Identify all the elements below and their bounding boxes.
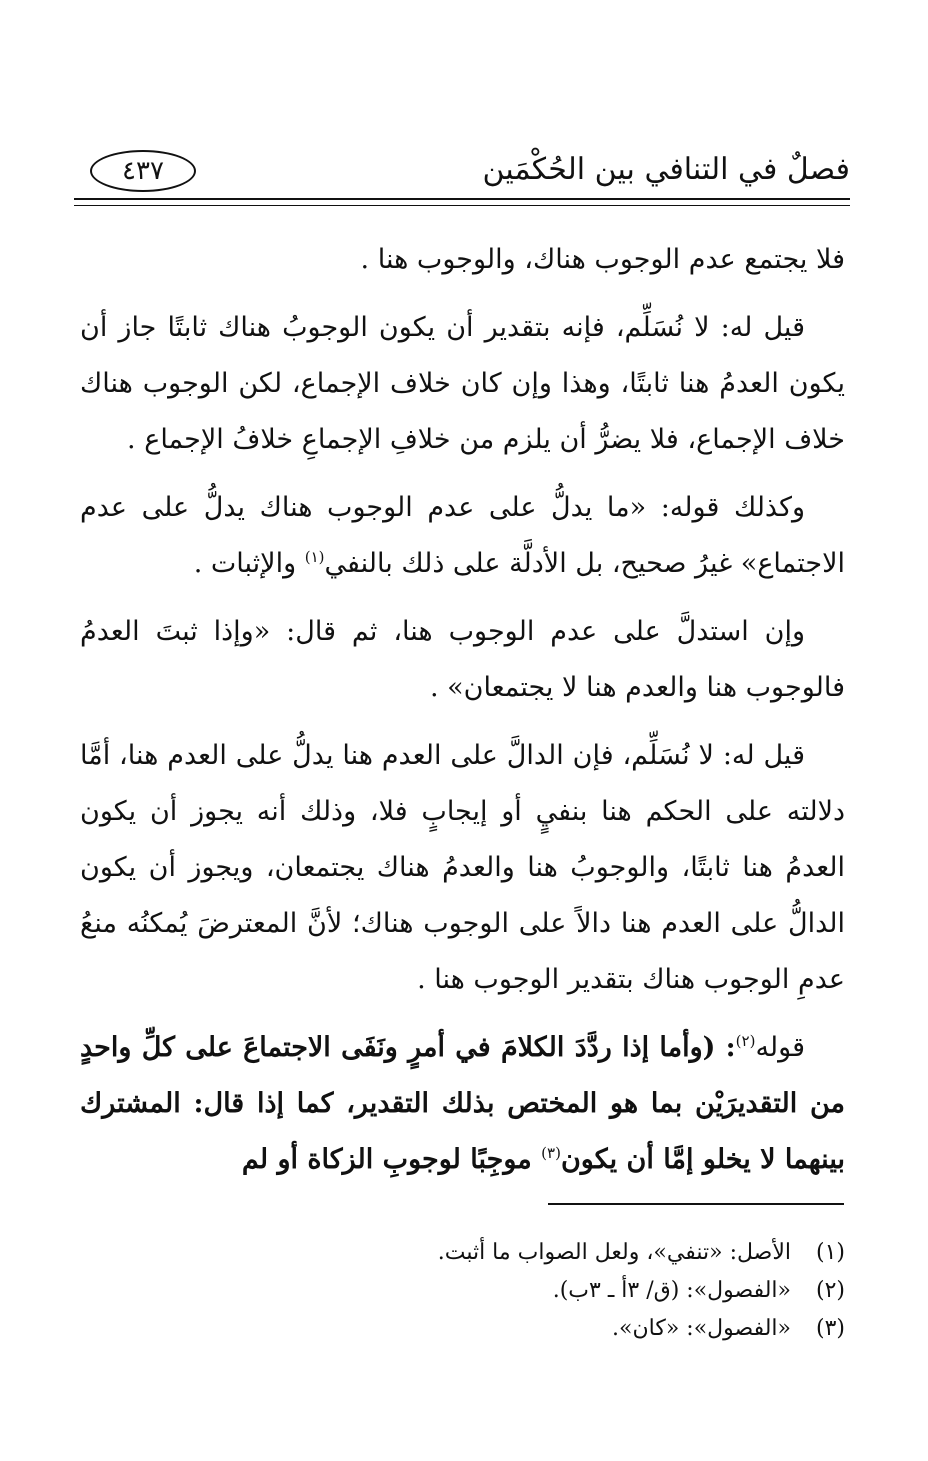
- main-text: [80, 232, 845, 1200]
- footnote-separator: [548, 1203, 844, 1205]
- quoted-text: : (وأما إذا ردَّدَ الكلامَ في أمرٍ ونَفَى الاجتماعَ على كلِّ واحدٍ من التقديرَيْن بما هو المختص بذلك التقدير، كما إذا قال: المشترك بينهما لا يخلو إمَّا أن يكون: [80, 1032, 845, 1175]
- page-header: [70, 148, 850, 196]
- paragraph-5: قيل له: لا نُسَلِّم، فإن الدالَّ على العدم هنا يدلُّ على العدم هنا، أمَّا دلالته على الحكم هنا بنفيٍ أو إيجابٍ فلا، وذلك أنه يجوز أن يكون العدمُ هنا ثابتًا، والوجوبُ هنا والعدمُ هناك يجتمعان، ويجوز أن يكون الدالُّ على العدم هنا دالاً على الوجوب هناك؛ لأنَّ المعترضَ يُمكنُه منعُ عدمِ الوجوب هناك بتقدير الوجوب هنا .: [80, 740, 845, 995]
- footnote-text: «الفصول»: (ق/ ٣أ ـ ٣ب).: [552, 1278, 791, 1303]
- footnote-item: [100, 1310, 845, 1348]
- footnote-marker-3: (٣): [541, 1144, 561, 1162]
- quoted-text-end: موجِبًا لوجوبِ الزكاة أو لم: [241, 1144, 542, 1175]
- footnote-number: (٢): [815, 1278, 845, 1303]
- paragraph-3-text-end: والإثبات .: [193, 548, 305, 579]
- footnote-text: «الفصول»: «كان».: [612, 1316, 791, 1341]
- footnote-marker-1: (١): [304, 548, 325, 566]
- paragraph-1: فلا يجتمع عدم الوجوب هناك، والوجوب هنا .: [360, 244, 845, 275]
- footnote-text: الأصل: «تنفي»، ولعل الصواب ما أثبت.: [437, 1240, 791, 1265]
- paragraph-2: قيل له: لا نُسَلِّم، فإنه بتقدير أن يكون الوجوبُ هناك ثابتًا جاز أن يكون العدمُ هنا ثابتًا، وهذا وإن كان خلاف الإجماع، لكن الوجوب هناك خلاف الإجماع، فلا يضرُّ أن يلزم من خلافِ الإجماعِ خلافُ الإجماع .: [80, 312, 845, 455]
- footnote-item: [100, 1234, 845, 1272]
- footnotes: [100, 1234, 845, 1348]
- footnote-number: (٣): [815, 1316, 845, 1341]
- paragraph-3: [80, 480, 845, 592]
- paragraph-3-text: وكذلك قوله: «ما يدلُّ على عدم الوجوب هناك يدلُّ على عدم الاجتماع» غيرُ صحيح، بل الأدلَّة على ذلك بالنفي: [80, 492, 845, 579]
- paragraph-6-lead: قوله: [755, 1032, 805, 1063]
- footnote-number: (١): [815, 1240, 845, 1265]
- footnote-marker-2: (٢): [735, 1032, 756, 1050]
- running-title: فصلٌ في التنافي بين الحُكْمَين: [482, 152, 850, 187]
- header-rule-thin: [74, 205, 850, 206]
- header-rule: [74, 198, 850, 200]
- page-number-badge: ٤٣٧: [90, 150, 196, 192]
- footnote-item: [100, 1272, 845, 1310]
- paragraph-6: [80, 1020, 845, 1188]
- paragraph-4: وإن استدلَّ على عدم الوجوب هنا، ثم قال: «وإذا ثبتَ العدمُ فالوجوب هنا والعدم هنا لا يجتمعان» .: [80, 616, 845, 703]
